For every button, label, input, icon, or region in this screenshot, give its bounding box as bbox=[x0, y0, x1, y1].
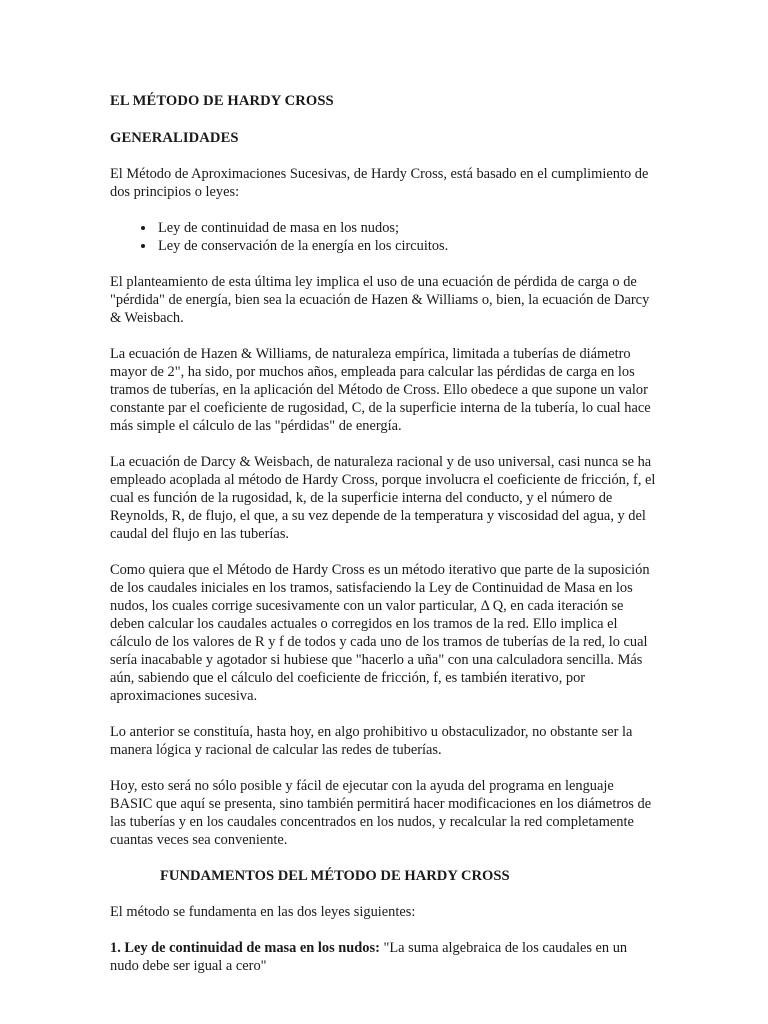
list-item: • Ley de continuidad de masa en los nudos; bbox=[156, 219, 658, 237]
paragraph-hazen-williams: La ecuación de Hazen & Williams, de naturaleza empírica, limitada a tuberías de diámetro mayor de 2", ha sido, por muchos años, empleada para calcular las pérdidas de carga en los tramos de tuberías, en la aplicación del Método de Cross. Ello obedece a que supone un valor constante par el coeficiente de rugosidad, C, de la superficie interna de la tubería, lo cual hace más simple el cálculo de las "pérdidas" de energía. bbox=[110, 346, 651, 434]
law-1-text: "La suma algebraica de los caudales en un nudo debe ser igual a cero" bbox=[110, 940, 628, 974]
intro-paragraph: El Método de Aproximaciones Sucesivas, de Hardy Cross, está basado en el cumplimiento de dos principios o leyes: bbox=[110, 166, 649, 200]
paragraph-energy-law: El planteamiento de esta última ley implica el uso de una ecuación de pérdida de carga o de "pérdida" de energía, bien sea la ecuación de Hazen & Williams o, bien, la ecuación de Darcy & Weisbach. bbox=[110, 274, 650, 326]
paragraph-iterative-method: Como quiera que el Método de Hardy Cross es un método iterativo que parte de la suposición de los caudales iniciales en los tramos, satisfaciendo la Ley de Continuidad de Masa en los nudos, los cuales corrige sucesivamente con un valor particular, Δ Q, en cada iteración se deben calcular los caudales actuales o corregidos en los tramos de la red. Ello implica el cálculo de los valores de R y f de todos y cada uno de los tramos de tuberías de la red, lo cual sería inacabable y agotador si hubiese que "hacerlo a uña" con una calculadora sencilla. Más aún, sabiendo que el cálculo del coeficiente de fricción, f, es también iterativo, por aproximaciones sucesiva. bbox=[110, 562, 650, 704]
list-item: • Ley de conservación de la energía en los circuitos. bbox=[156, 237, 658, 255]
document-title: EL MÉTODO DE HARDY CROSS bbox=[110, 93, 334, 109]
fundamentos-intro: El método se fundamenta en las dos leyes siguientes: bbox=[110, 904, 416, 920]
section-title-generalidades: GENERALIDADES bbox=[110, 130, 239, 146]
document-page bbox=[110, 92, 658, 975]
law-1-paragraph bbox=[110, 939, 658, 975]
paragraph-basic-program: Hoy, esto será no sólo posible y fácil de ejecutar con la ayuda del programa en lenguaje BASIC que aquí se presenta, sino también permitirá hacer modificaciones en los diámetros de las tuberías y en los caudales concentrados en los nudos, y recalcular la red completamente cuantas veces sea conveniente. bbox=[110, 778, 652, 848]
laws-list bbox=[110, 219, 658, 255]
section-title-fundamentos: FUNDAMENTOS DEL MÉTODO DE HARDY CROSS bbox=[160, 868, 510, 884]
law-1-label: 1. Ley de continuidad de masa en los nudos: bbox=[110, 940, 380, 956]
paragraph-darcy-weisbach: La ecuación de Darcy & Weisbach, de naturaleza racional y de uso universal, casi nunca se ha empleado acoplada al método de Hardy Cross, porque involucra el coeficiente de fricción, f, el cual es función de la rugosidad, k, de la superficie interna del conducto, y el número de Reynolds, R, de flujo, el que, a su vez depende de la temperatura y viscosidad del agua, y del caudal del flujo en las tuberías. bbox=[110, 454, 656, 542]
paragraph-prohibitive: Lo anterior se constituía, hasta hoy, en algo prohibitivo u obstaculizador, no obstante ser la manera lógica y racional de calcular las redes de tuberías. bbox=[110, 724, 633, 758]
